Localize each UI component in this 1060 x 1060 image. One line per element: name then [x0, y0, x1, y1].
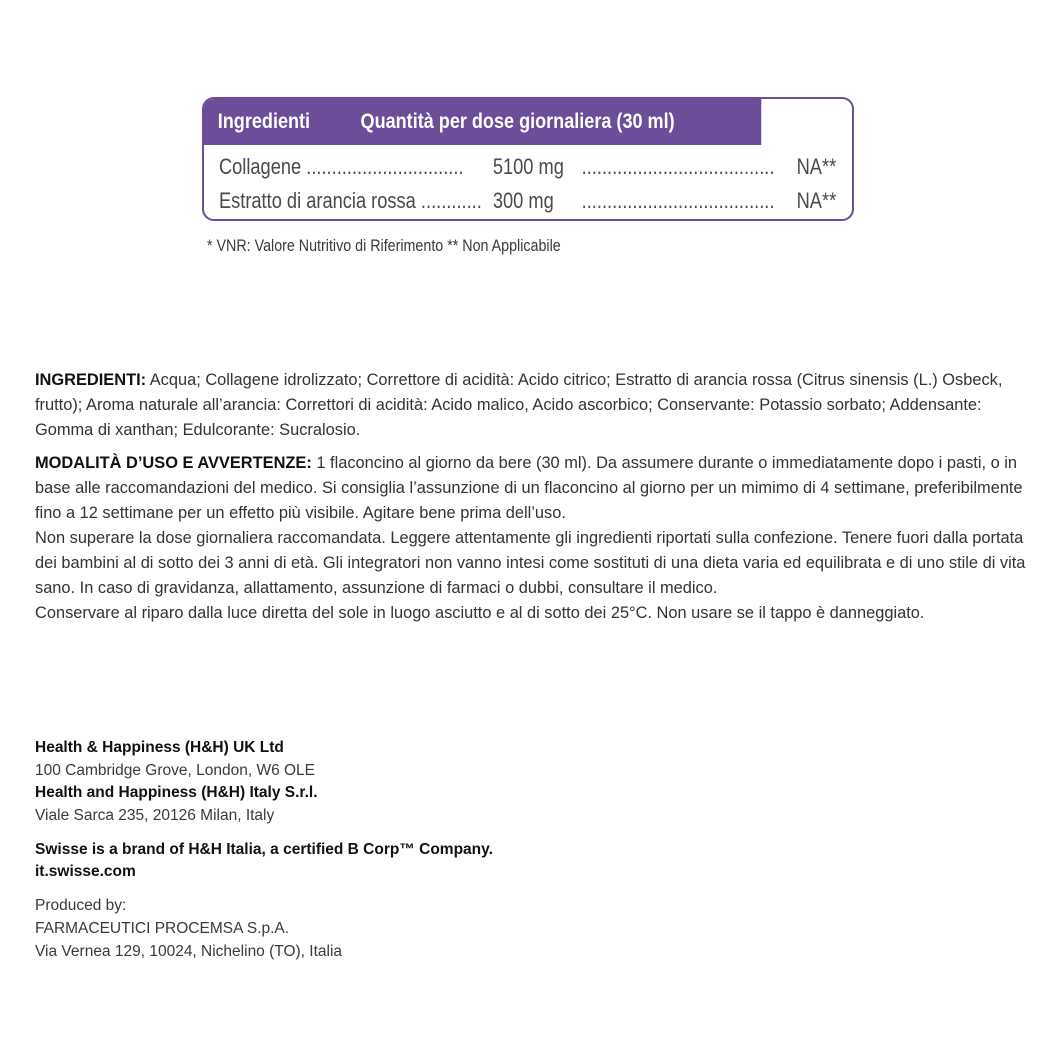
- ingredients-label: INGREDIENTI:: [35, 371, 147, 389]
- usage-text: 1 flaconcino al giorno da bere (30 ml). Da assumere durante o immediatamente dopo i pasti, o in base alle raccomandazioni del medico. Si consiglia l’assunzione di un flaconcino al giorno per un mimimo di 4 settimane, preferibilmente fino a 12 settimane per un effetto più visibile. Agitare bene prima dell’uso.: [35, 454, 1023, 522]
- row-quantity: 300 mg: [492, 188, 554, 213]
- warning-paragraph: Non superare la dose giornaliera raccomandata. Leggere attentamente gli ingredienti riportati sulla confezione. Tenere fuori dalla portata dei bambini al di sotto dei 3 anni di età. Gli integratori non vanno intesi come sostituti di una dieta varia ed equilibrata e di uno stile di vita sano. In caso di gravidanza, allattamento, assunzione di farmaci o dubbi, consultare il medico.: [35, 529, 1026, 597]
- nutrition-table: [202, 97, 854, 221]
- row-dots: ......................................: [581, 188, 775, 213]
- it-company-address: Viale Sarca 235, 20126 Milan, Italy: [35, 806, 275, 824]
- uk-company-address: 100 Cambridge Grove, London, W6 OLE: [35, 761, 316, 779]
- table-row: [204, 150, 837, 184]
- brand-website: it.swisse.com: [35, 863, 136, 880]
- row-dots: ............: [420, 188, 482, 213]
- row-name: Collagene ...............................: [218, 154, 464, 179]
- row-vnr: NA**: [796, 154, 837, 179]
- ingredients-paragraph: [35, 368, 1030, 443]
- row-dots: ......................................: [581, 154, 775, 179]
- table-row: [204, 184, 837, 218]
- row-vnr: NA**: [796, 188, 837, 213]
- nutrition-table-header: [204, 99, 836, 145]
- usage-label: MODALITÀ D’USO E AVVERTENZE:: [35, 454, 312, 472]
- table-footnote: * VNR: Valore Nutritivo di Riferimento ** Non Applicabile: [207, 236, 561, 255]
- usage-paragraph: [35, 451, 1030, 526]
- label-text: [35, 368, 1030, 626]
- producer-address: Via Vernea 129, 10024, Nichelino (TO), Italia: [35, 943, 343, 960]
- producer-name: FARMACEUTICI PROCEMSA S.p.A.: [35, 920, 290, 937]
- storage-paragraph: Conservare al riparo dalla luce diretta del sole in luogo asciutto e al di sotto dei 25°C. Non usare se il tappo è danneggiato.: [35, 604, 925, 622]
- row-name: Estratto di arancia rossa ............: [218, 188, 482, 213]
- row-dots: ...............................: [306, 154, 464, 179]
- row-quantity: 5100 mg: [492, 154, 564, 179]
- uk-company-name: Health & Happiness (H&H) UK Ltd: [35, 739, 284, 756]
- brand-info: [35, 839, 493, 883]
- header-ingredients: Ingredienti: [217, 110, 311, 133]
- brand-statement: Swisse is a brand of H&H Italia, a certified B Corp™ Company.: [35, 841, 493, 858]
- it-company-name: Health and Happiness (H&H) Italy S.r.l.: [35, 784, 318, 801]
- producer-info: [35, 894, 342, 963]
- header-quantity: Quantità per dose giornaliera (30 ml): [360, 110, 675, 133]
- company-info: [35, 737, 318, 827]
- ingredients-text: Acqua; Collagene idrolizzato; Correttore di acidità: Acido citrico; Estratto di arancia rossa (Citrus sinensis (L.) Osbeck, frutto); Aroma naturale all’arancia: Correttori di acidità: Acido malico, Acido ascorbico; Conservante: Potassio sorbato; Addensante: Gomma di xanthan; Edulcorante: Sucralosio.: [35, 371, 1003, 439]
- producer-label: Produced by:: [35, 897, 127, 914]
- header-vnr: VNR*: [790, 110, 836, 133]
